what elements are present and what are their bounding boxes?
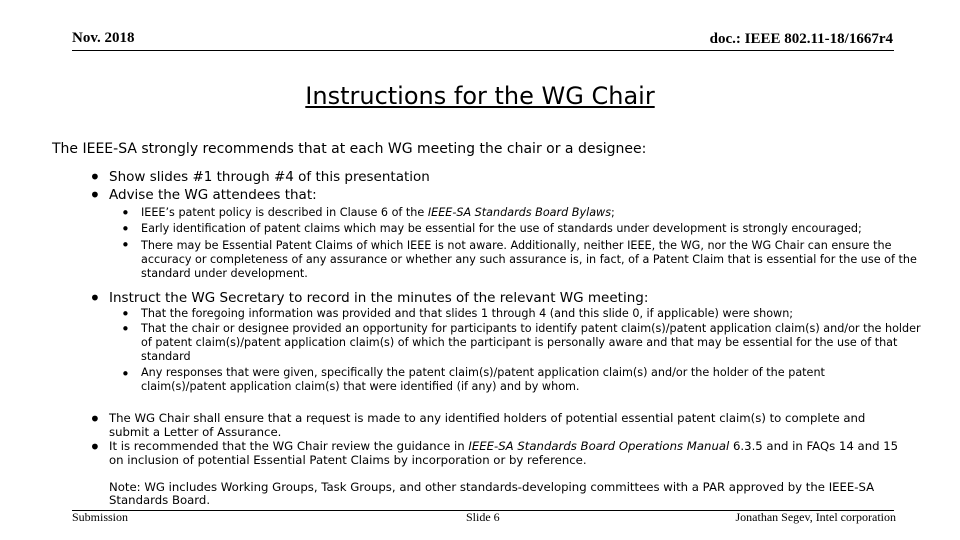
sub-bullet-foregoing: That the foregoing information was provided and that slides 1 through 4 (and this slide 0, if applicable) were shown; (141, 307, 794, 320)
bullet-icon: • (121, 236, 130, 254)
bullet-icon: • (89, 165, 101, 189)
bullet-icon: • (121, 204, 130, 222)
bullet-show-slides: Show slides #1 through #4 of this presentation (109, 169, 430, 185)
bullet-icon: • (89, 407, 101, 431)
bullet-icon: • (121, 305, 130, 323)
header-divider (72, 50, 894, 51)
bullet-icon: • (89, 286, 101, 310)
bullet-instruct: Instruct the WG Secretary to record in the minutes of the relevant WG meeting: (109, 290, 649, 306)
header-doc-id: doc.: IEEE 802.11-18/1667r4 (709, 31, 893, 47)
slide-title: Instructions for the WG Chair (305, 82, 655, 110)
operations-manual-title: IEEE-SA Standards Board Operations Manual (468, 439, 730, 453)
footer-submission: Submission (72, 510, 129, 524)
sub-bullet-opportunity: That the chair or designee provided an opportunity for participants to identify patent claim(s)/patent application claim(s) and/or the holder of patent claim(s)/patent application claim(s) of which the participant is personally aware and that may be essential for the use of that standard (141, 322, 921, 364)
bullet-ensure: The WG Chair shall ensure that a request is made to any identified holders of potential essential patent claim(s) to complete and submit a Letter of Assurance. (109, 411, 866, 439)
recommend-text-end: 6.3.5 and in FAQs 14 and 15 on inclusion of potential Essential Patent Claims by incorporation or by reference. (109, 439, 899, 467)
sub-bullet-may-be: There may be Essential Patent Claims of which IEEE is not aware. Additionally, neither IEEE, the WG, nor the WG Chair can ensure the accuracy or completeness of any assurance or whether any such assurance is, in fact, of a Patent Claim that is essential for the use of the standard under development. (141, 239, 917, 281)
bullet-icon: • (89, 435, 101, 459)
policy-text: IEEE’s patent policy is described in Clause 6 of the (141, 206, 428, 219)
footer-slide-number: Slide 6 (466, 510, 500, 524)
intro-text: The IEEE-SA strongly recommends that at each WG meeting the chair or a designee: (52, 141, 647, 157)
bylaws-title: IEEE-SA Standards Board Bylaws (427, 206, 612, 219)
recommend-text: It is recommended that the WG Chair review the guidance in (109, 439, 469, 453)
bullet-icon: • (121, 320, 130, 338)
sub-bullet-responses: Any responses that were given, specifically the patent claim(s)/patent application claim(s) and/or the holder of the patent claim(s)/patent application claim(s) that were identified (if any) and by whom. (141, 366, 825, 394)
header-date: Nov. 2018 (72, 30, 135, 46)
bullet-icon: • (121, 365, 130, 383)
sub-bullet-early: Early identification of patent claims which may be essential for the use of standards under development is strongly encouraged; (141, 222, 862, 235)
note-text: Note: WG includes Working Groups, Task Groups, and other standards-developing committees with a PAR approved by the IEEE-SA Standards Board. (109, 480, 875, 507)
footer-author: Jonathan Segev, Intel corporation (735, 510, 896, 524)
bullet-icon: • (89, 183, 101, 207)
bullet-recommend (109, 439, 909, 467)
bullet-icon: • (121, 220, 130, 238)
sub-bullet-policy (141, 206, 615, 220)
policy-end: ; (611, 206, 615, 219)
bullet-advise: Advise the WG attendees that: (109, 187, 317, 203)
